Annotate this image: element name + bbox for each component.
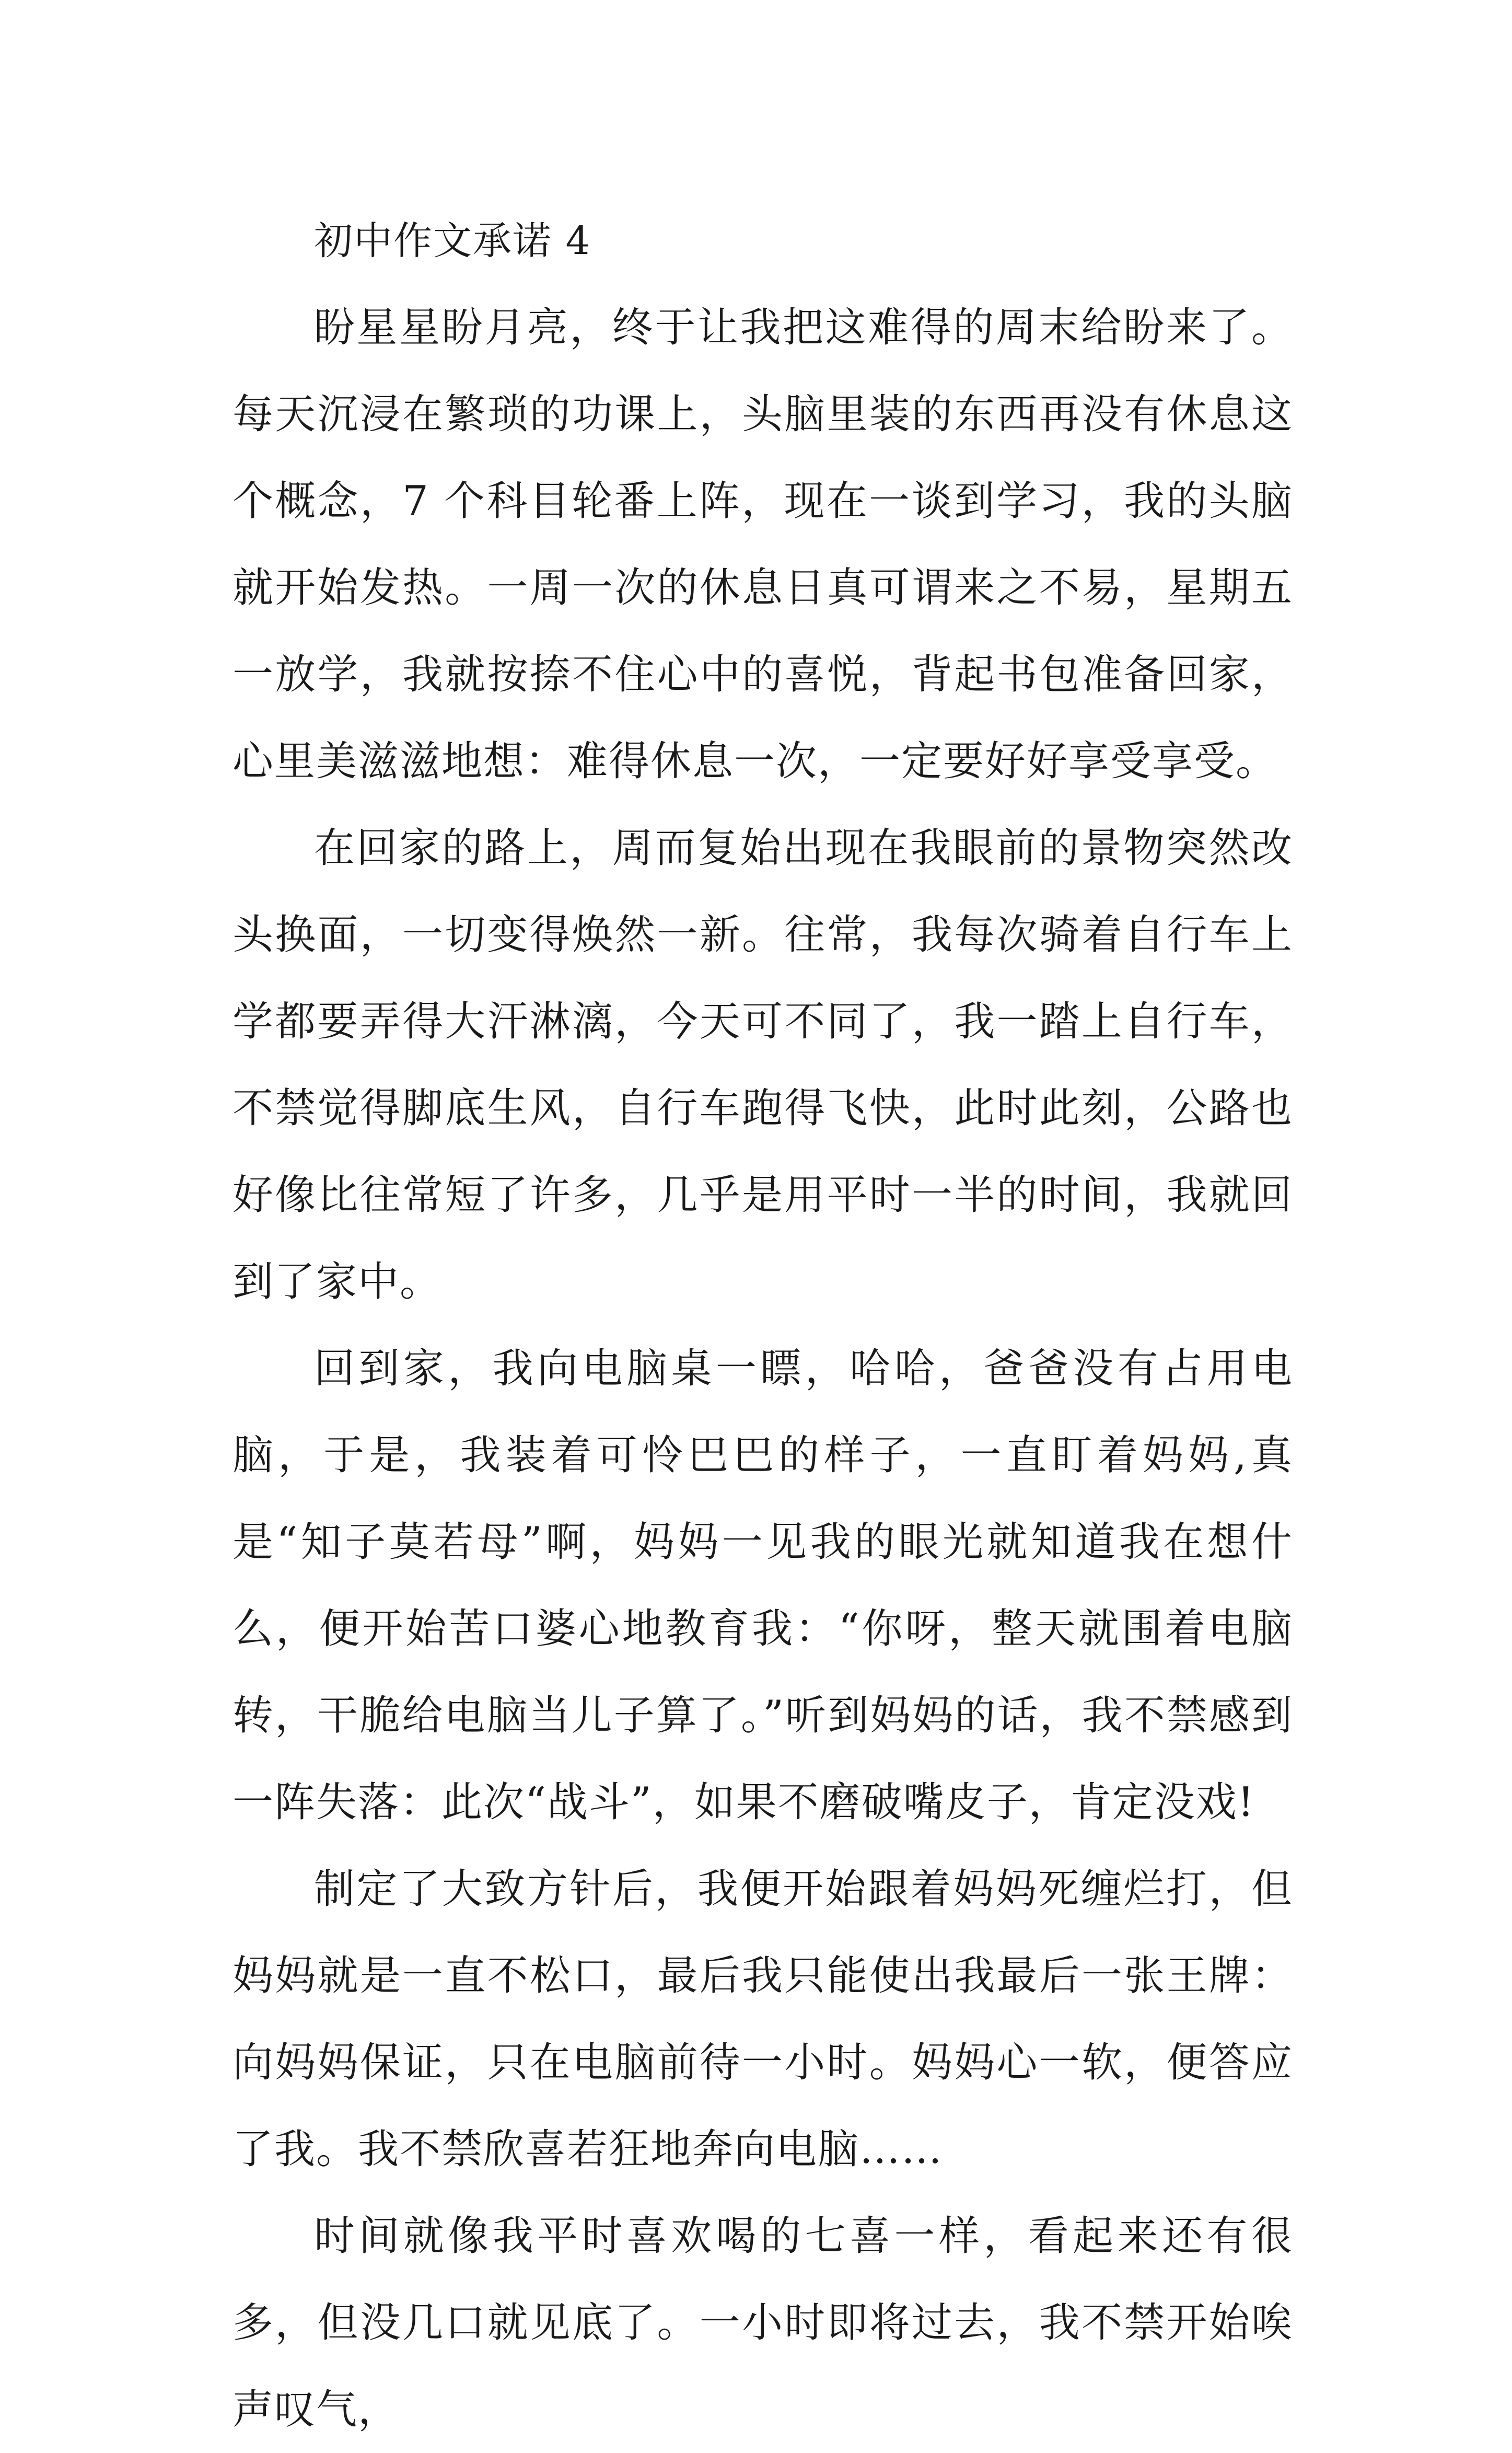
paragraph-4: 制定了大致方针后，我便开始跟着妈妈死缠烂打，但妈妈就是一直不松口，最后我只能使出我最后一张王牌：向妈妈保证，只在电脑前待一小时。妈妈心一软，便答应了我。我不禁欣喜若狂地奔向电脑……: [232, 1866, 1293, 2173]
paragraph-1: 盼星星盼月亮，终于让我把这难得的周末给盼来了。每天沉浸在繁琐的功课上，头脑里装的东西再没有休息这个概念，7 个科目轮番上阵，现在一谈到学习，我的头脑就开始发热。一周一次的休息日真可谓来之不易，星期五一放学，我就按捺不住心中的喜悦，背起书包准备回家，心里美滋滋地想：难得休息一次，一定要好好享受享受。: [232, 304, 1293, 785]
paragraph-5: 时间就像我平时喜欢喝的七喜一样，看起来还有很多，但没几口就见底了。一小时即将过去，我不禁开始唉声叹气，: [232, 2213, 1293, 2433]
paragraph-3: 回到家，我向电脑桌一瞟，哈哈，爸爸没有占用电脑，于是，我装着可怜巴巴的样子，一直盯着妈妈,真是“知子莫若母”啊，妈妈一见我的眼光就知道我在想什么，便开始苦口婆心地教育我：“你呀，整天就围着电脑转，干脆给电脑当儿子算了。”听到妈妈的话，我不禁感到一阵失落：此次“战斗”，如果不磨破嘴皮子，肯定没戏!: [232, 1345, 1293, 1826]
paragraph-2: 在回家的路上，周而复始出现在我眼前的景物突然改头换面，一切变得焕然一新。往常，我每次骑着自行车上学都要弄得大汗淋漓，今天可不同了，我一踏上自行车，不禁觉得脚底生风，自行车跑得飞快，此时此刻，公路也好像比往常短了许多，几乎是用平时一半的时间，我就回到了家中。: [232, 825, 1293, 1305]
document-body: [232, 198, 1293, 2453]
essay-title: 初中作文承诺 4: [314, 218, 591, 263]
